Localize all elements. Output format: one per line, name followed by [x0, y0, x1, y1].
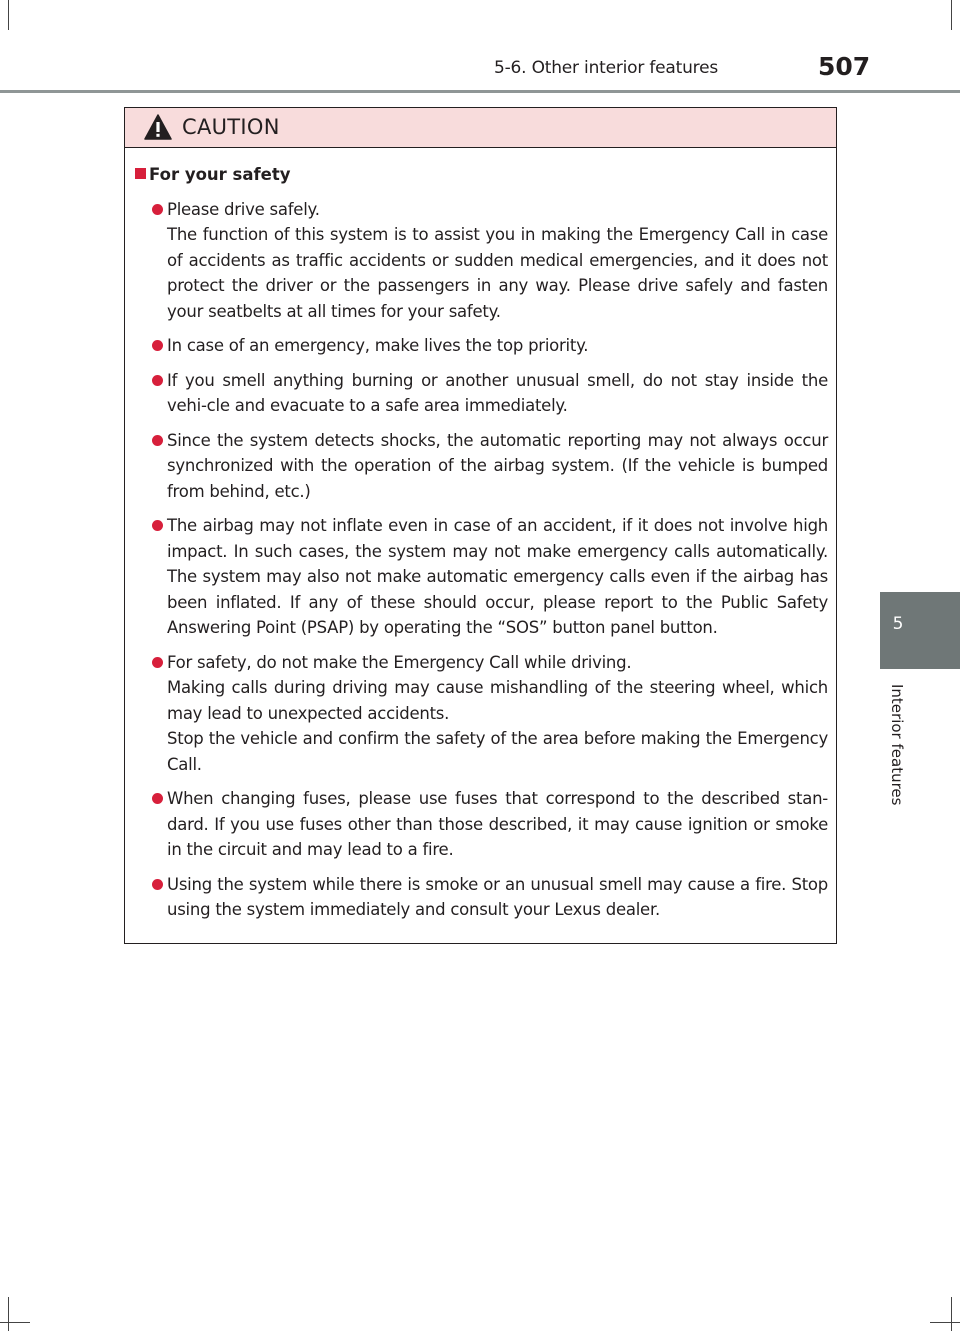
crop-mark [930, 1322, 960, 1323]
caution-item-text: When changing fuses, please use fuses that correspond to the described stan-dard. If you use fuses other than those described, it may cause ignition or smoke in the circuit and may lead to a fire. [167, 789, 828, 859]
round-bullet-icon [152, 879, 163, 890]
caution-item-text: In case of an emergency, make lives the top priority. [167, 336, 589, 355]
header-rule [0, 90, 960, 93]
chapter-title: Interior features [888, 684, 906, 806]
crop-mark [0, 1322, 30, 1323]
caution-item [135, 513, 828, 641]
crop-mark [951, 0, 952, 30]
round-bullet-icon [152, 435, 163, 446]
caution-item-text: Using the system while there is smoke or an unusual smell may cause a fire. Stop using the system immediately and consult your Lexus dealer. [167, 874, 828, 919]
caution-item-text: Please drive safely. [167, 199, 320, 219]
caution-item-text: Making calls during driving may cause mishandling of the steering wheel, which may lead to unexpected accidents. [167, 678, 828, 723]
square-bullet-icon [135, 168, 146, 179]
chapter-label [878, 684, 918, 814]
round-bullet-icon [152, 657, 163, 668]
caution-list [135, 197, 828, 923]
caution-item [135, 650, 828, 778]
caution-item [135, 368, 828, 419]
caution-item-text: The airbag may not inflate even in case of an accident, if it does not involve high impact. In such cases, the system may not make emergency calls automatically. The system may also not make automatic emergency calls even if the airbag has been inflated. If any of these should occur, please report to the Public Safety Answering Point (PSAP) by operating the “SOS” button panel button. [167, 516, 828, 637]
caution-item-text: For safety, do not make the Emergency Call while driving. [167, 652, 632, 672]
caution-item-text: Since the system detects shocks, the automatic reporting may not always occur synchronized with the operation of the airbag system. (If the vehicle is bumped from behind, etc.) [167, 430, 828, 501]
caution-section-label: For your safety [149, 165, 291, 184]
crop-mark [951, 1297, 952, 1331]
caution-item-text: If you smell anything burning or another unusual smell, do not stay inside the vehi-cle and evacuate to a safe area immediately. [167, 370, 828, 415]
crop-mark [8, 1297, 9, 1331]
caution-item-text: The function of this system is to assist you in making the Emergency Call in case of accidents as traffic accidents or sudden medical emergencies, and it does not protect the driver or the passengers in any way. Please drive safely and fasten your seatbelts at all times for your safety. [167, 225, 828, 321]
chapter-number: 5 [892, 614, 904, 634]
page-number: 507 [818, 52, 871, 81]
caution-item [135, 197, 828, 325]
caution-item [135, 786, 828, 863]
crop-mark [8, 0, 9, 30]
caution-header [125, 108, 836, 148]
caution-section-heading [135, 162, 828, 188]
caution-item-text: Stop the vehicle and confirm the safety of the area before making the Emergency Call. [167, 729, 828, 774]
caution-item [135, 872, 828, 923]
round-bullet-icon [152, 793, 163, 804]
round-bullet-icon [152, 204, 163, 215]
caution-box [124, 107, 837, 944]
round-bullet-icon [152, 375, 163, 386]
round-bullet-icon [152, 340, 163, 351]
section-title: 5-6. Other interior features [494, 58, 719, 78]
caution-title: CAUTION [182, 115, 280, 139]
warning-triangle-icon [144, 114, 172, 140]
caution-item [135, 333, 828, 359]
caution-item [135, 428, 828, 505]
caution-body [125, 148, 836, 923]
round-bullet-icon [152, 520, 163, 531]
